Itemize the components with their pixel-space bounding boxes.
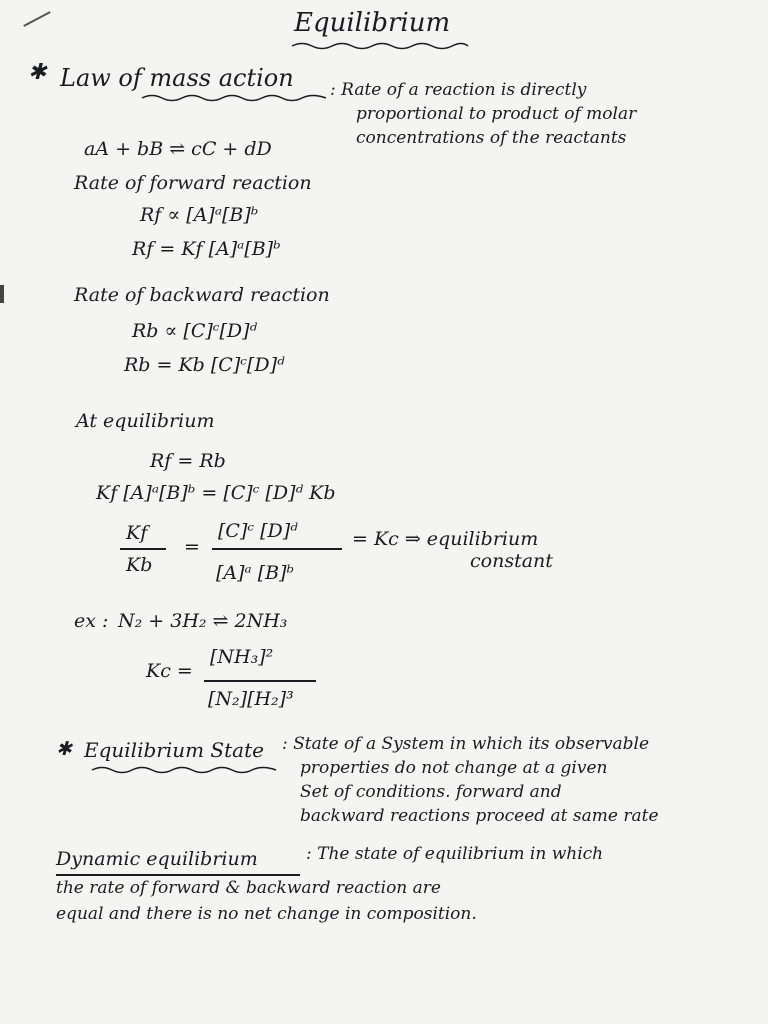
state-heading: Equilibrium State: [84, 738, 264, 762]
page-title: Equilibrium: [294, 8, 451, 38]
at-eq-heading: At equilibrium: [76, 410, 215, 432]
dynamic-heading: Dynamic equilibrium: [56, 848, 258, 870]
law-def-line-1: : Rate of a reaction is directly: [330, 80, 587, 100]
example-label: ex :: [74, 610, 109, 632]
law-heading: Law of mass action: [60, 64, 294, 92]
forward-eq-2: Rf = Kf [A]ᵃ[B]ᵇ: [132, 238, 281, 260]
forward-heading: Rate of forward reaction: [74, 172, 312, 194]
backward-eq-2: Rb = Kb [C]ᶜ[D]ᵈ: [124, 354, 285, 376]
dynamic-def-line-1: : The state of equilibrium in which: [306, 844, 604, 864]
state-def-line-2: properties do not change at a given: [300, 758, 608, 778]
at-eq-line-1: Rf = Rb: [150, 450, 226, 472]
kc-numerator: [NH₃]²: [210, 646, 274, 668]
backward-eq-1: Rb ∝ [C]ᶜ[D]ᵈ: [132, 320, 258, 342]
dynamic-underline: [56, 874, 300, 876]
forward-eq-1: Rf ∝ [A]ᵃ[B]ᵇ: [140, 204, 259, 226]
backward-heading: Rate of backward reaction: [74, 284, 330, 306]
law-def-line-2: proportional to product of molar: [356, 104, 637, 124]
star-icon: ✱: [28, 60, 47, 85]
kc-label: Kc =: [146, 660, 193, 682]
kc-denominator: [N₂][H₂]³: [208, 688, 294, 710]
dynamic-def-line-3: equal and there is no net change in composition.: [56, 904, 477, 924]
ratio-den-right: [A]ᵃ [B]ᵇ: [216, 562, 295, 584]
state-def-line-4: backward reactions proceed at same rate: [300, 806, 659, 826]
state-star-icon: ✱: [56, 738, 72, 760]
at-eq-line-2: Kf [A]ᵃ[B]ᵇ = [C]ᶜ [D]ᵈ Kb: [96, 482, 336, 504]
ratio-result-2: constant: [470, 550, 553, 572]
law-def-line-3: concentrations of the reactants: [356, 128, 627, 148]
general-reaction: aA + bB ⇌ cC + dD: [84, 138, 272, 160]
ratio-equals: =: [184, 536, 200, 558]
ratio-left-bar: [120, 548, 166, 550]
law-underline: [140, 92, 330, 104]
ratio-num-left: Kf: [126, 522, 148, 544]
ratio-num-right: [C]ᶜ [D]ᵈ: [218, 520, 298, 542]
kc-bar: [204, 680, 316, 682]
title-underline: [290, 40, 470, 52]
margin-scribble: [23, 11, 50, 27]
example-reaction: N₂ + 3H₂ ⇌ 2NH₃: [118, 610, 288, 632]
dynamic-def-line-2: the rate of forward & backward reaction are: [56, 878, 441, 898]
state-def-line-3: Set of conditions. forward and: [300, 782, 562, 802]
edge-mark: [0, 285, 4, 303]
ratio-den-left: Kb: [126, 554, 153, 576]
ratio-right-bar: [212, 548, 342, 550]
state-def-line-1: : State of a System in which its observable: [282, 734, 650, 754]
state-underline: [90, 764, 280, 776]
ratio-result: = Kc ⇒ equilibrium: [352, 528, 539, 550]
